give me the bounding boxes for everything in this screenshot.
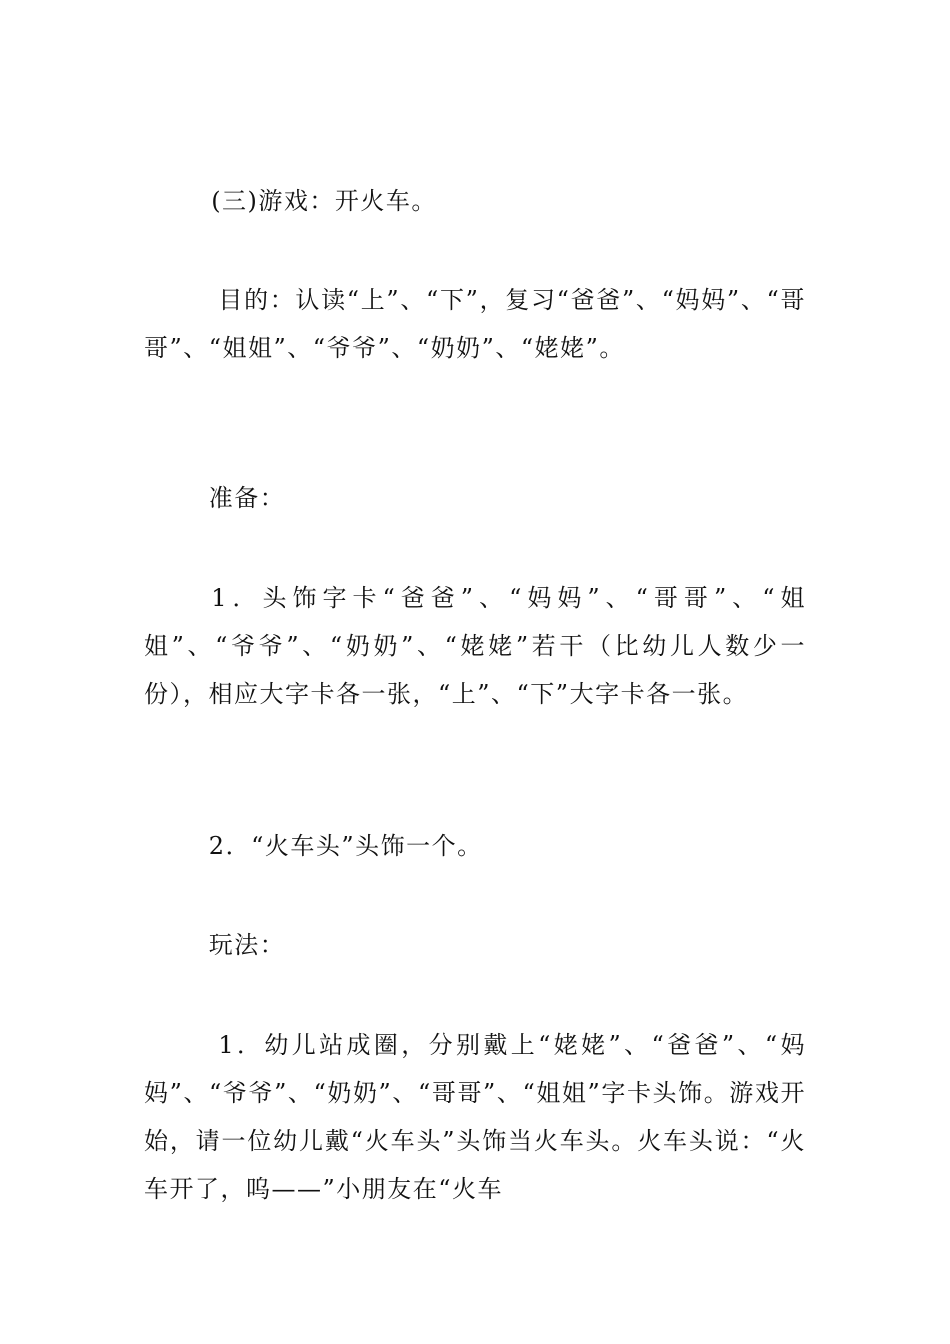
section-heading-game: (三)游戏：开火车。 [211, 187, 437, 215]
paragraph-preparation-heading: 准备： [208, 484, 286, 512]
paragraph-purpose: 目的：认读“上”、“下”，复习“爸爸”、“妈妈”、“哥哥”、“姐姐”、“爷爷”、“奶奶”、“姥姥”。 [144, 286, 806, 362]
paragraph-rules-item-1: 1．幼儿站成圈，分别戴上“姥姥”、“爸爸”、“妈妈”、“爷爷”、“奶奶”、“哥哥”、“姐姐”字卡头饰。游戏开始，请一位幼儿戴“火车头”头饰当火车头。火车头说：“火车开了，呜——”小朋友在“火车 [144, 1031, 806, 1203]
paragraph-preparation-item-2: 2．“火车头”头饰一个。 [208, 832, 483, 860]
paragraph-rules-heading: 玩法： [208, 931, 286, 959]
paragraph-preparation-item-1: 1．头饰字卡“爸爸”、“妈妈”、“哥哥”、“姐姐”、“爷爷”、“奶奶”、“姥姥”若干（比幼儿人数少一份），相应大字卡各一张，“上”、“下”大字卡各一张。 [144, 584, 806, 708]
